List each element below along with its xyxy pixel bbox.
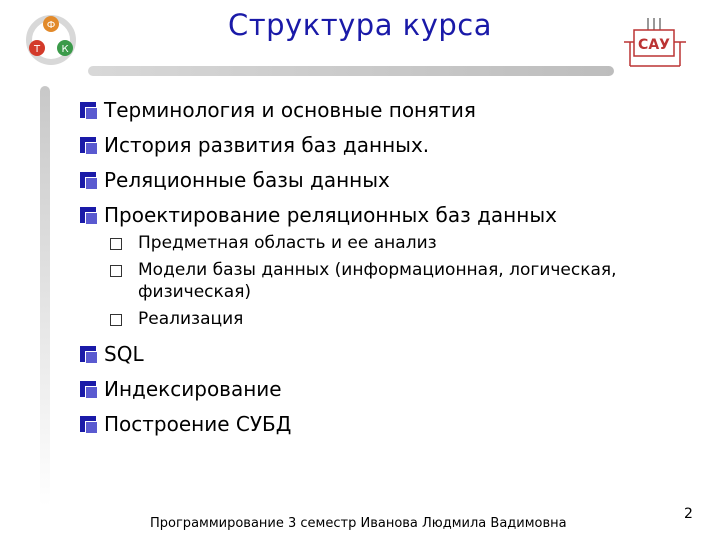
course-structure-list [80, 92, 700, 441]
checkbox-bullet-icon [110, 265, 122, 277]
bullet-icon [80, 172, 96, 188]
header-decor-bar [88, 66, 614, 76]
bullet-icon [80, 207, 96, 223]
list-item-text: История развития баз данных. [104, 132, 430, 157]
slide-title: Структура курса [228, 8, 492, 42]
bullet-icon [80, 346, 96, 362]
list-item [80, 406, 700, 441]
list-item [80, 162, 700, 197]
bullet-icon [80, 102, 96, 118]
side-decor-bar [40, 86, 50, 506]
list-item-text: Индексирование [104, 376, 282, 401]
list-item-text: SQL [104, 341, 144, 366]
logo-sau-text: САУ [638, 37, 670, 53]
page-number: 2 [684, 506, 693, 522]
sublist-item [110, 308, 700, 330]
list-item [80, 371, 700, 406]
department-logo [620, 16, 690, 70]
logo-letter-left: Т [33, 44, 41, 55]
list-item-text: Терминология и основные понятия [104, 97, 476, 122]
bullet-icon [80, 416, 96, 432]
sublist-item [110, 232, 700, 254]
footer-text: Программирование 3 семестр Иванова Людмила Вадимовна [150, 516, 567, 531]
logo-letter-right: К [61, 44, 69, 55]
checkbox-bullet-icon [110, 314, 122, 326]
university-logo [24, 14, 80, 66]
list-item [80, 197, 700, 232]
checkbox-bullet-icon [110, 238, 122, 250]
list-item [80, 127, 700, 162]
design-sublist [110, 232, 700, 330]
sublist-item-text: Реализация [138, 309, 244, 329]
sublist-item-text: Модели базы данных (информационная, логическая, физическая) [138, 260, 617, 302]
bullet-icon [80, 137, 96, 153]
list-item-text: Проектирование реляционных баз данных [104, 202, 557, 227]
list-item [80, 336, 700, 371]
bullet-icon [80, 381, 96, 397]
list-item-text: Построение СУБД [104, 411, 292, 436]
sublist-item-text: Предметная область и ее анализ [138, 233, 437, 253]
sublist-item [110, 259, 700, 303]
list-item [80, 92, 700, 127]
list-item-text: Реляционные базы данных [104, 167, 390, 192]
logo-letter-top: Ф [46, 20, 56, 31]
